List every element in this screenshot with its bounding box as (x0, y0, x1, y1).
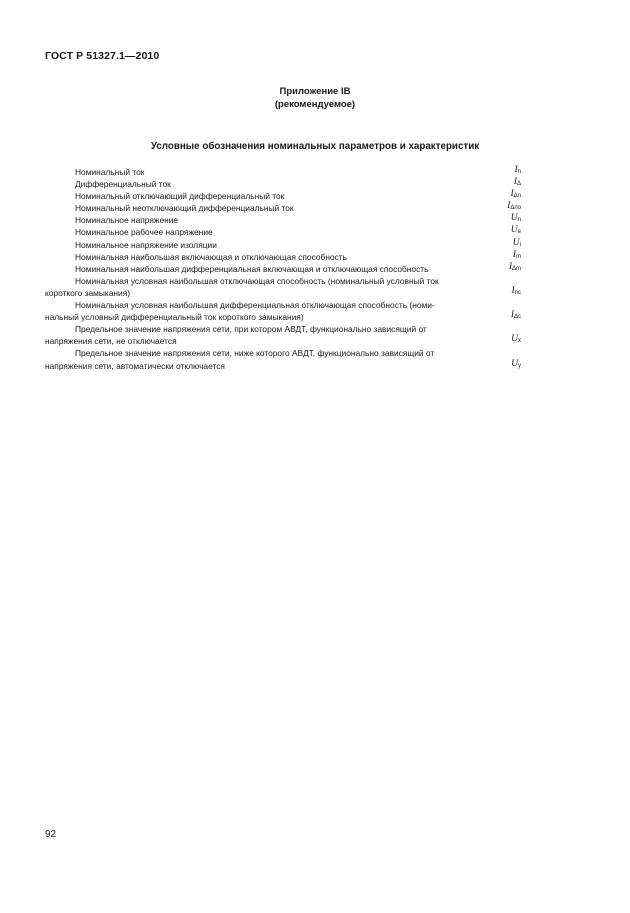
symbol-letter: U (512, 237, 520, 248)
designation-symbol (509, 261, 521, 275)
designation-row (45, 263, 529, 275)
designation-line-continued: короткого замыкания) (45, 287, 131, 298)
symbol-subscript: n (517, 217, 521, 224)
designation-text (45, 202, 493, 214)
designation-text (45, 166, 493, 178)
symbol-subscript: x (518, 338, 521, 345)
designation-line: Номинальная условная наибольшая дифференциальная отключающая способность (номи- (75, 300, 435, 311)
document-number: ГОСТ Р 51327.1—2010 (45, 50, 160, 62)
designation-symbol (511, 333, 521, 347)
appendix-heading (0, 85, 630, 111)
designation-line: Номинальная наибольшая дифференциальная включающая и отключающая способность (75, 263, 429, 274)
designation-line: Номинальная наибольшая включающая и отключающая способность (75, 251, 347, 262)
designation-row (45, 299, 529, 323)
designation-line: Номинальный неотключающий дифференциальный ток (75, 203, 294, 214)
symbol-subscript: Δn (513, 193, 521, 200)
designation-line-continued: напряжения сети, автоматически отключается (45, 360, 225, 371)
designation-text (45, 299, 493, 323)
symbol-subscript: e (517, 229, 521, 236)
designation-text (45, 263, 493, 275)
symbol-subscript: nc (514, 289, 521, 296)
designation-line: Номинальное напряжение изоляции (75, 239, 217, 250)
designation-line-continued: напряжения сети, не отключается (45, 336, 177, 347)
section-title: Условные обозначения номинальных параметров и характеристик (150, 141, 480, 152)
symbol-letter: I (512, 249, 516, 260)
designation-line: Номинальное напряжение (75, 215, 179, 226)
symbol-subscript: y (518, 362, 521, 369)
page-number: 92 (45, 829, 57, 840)
designation-text (45, 239, 493, 251)
symbol-subscript: Δm (511, 265, 521, 272)
designation-symbol (511, 358, 521, 372)
designation-symbol (511, 309, 521, 323)
designation-line: Номинальный ток (75, 167, 145, 177)
symbol-subscript: n (517, 169, 521, 175)
designation-row (45, 347, 529, 371)
symbol-letter: I (507, 201, 511, 212)
designation-row (45, 323, 529, 347)
designation-text (45, 251, 493, 263)
symbol-subscript: Δc (513, 314, 521, 321)
designation-text (45, 347, 493, 371)
designation-row (45, 178, 529, 190)
designation-row (45, 166, 529, 178)
designation-row (45, 214, 529, 226)
symbol-letter: I (508, 261, 512, 272)
designation-text (45, 214, 493, 226)
appendix-subtitle: (рекомендуемое) (274, 99, 356, 110)
designation-line: Номинальный отключающий дифференциальный ток (75, 191, 285, 202)
symbol-letter: I (511, 285, 515, 296)
designation-row (45, 202, 529, 214)
symbol-letter: U (511, 358, 518, 369)
symbol-letter: U (510, 213, 518, 224)
symbol-letter: I (510, 310, 514, 321)
symbol-letter: I (514, 165, 518, 175)
designation-line: Номинальное рабочее напряжение (75, 227, 213, 238)
designation-row (45, 239, 529, 251)
designations-list (45, 166, 529, 372)
designation-line-continued: нальный условный дифференциальный ток короткого замыкания) (45, 312, 304, 323)
appendix-title: Приложение IB (279, 86, 351, 97)
designation-text (45, 226, 493, 238)
designation-line: Дифференциальный ток (75, 179, 171, 190)
designation-row (45, 226, 529, 238)
symbol-letter: U (511, 334, 518, 345)
symbol-letter: U (510, 225, 518, 236)
symbol-letter: I (513, 177, 517, 188)
designation-line: Номинальная условная наибольшая отключающая способность (номинальный условный ток (75, 275, 439, 286)
symbol-subscript: Δno (510, 205, 521, 212)
designation-text (45, 275, 493, 299)
designation-symbol (511, 285, 521, 299)
symbol-subscript: m (516, 253, 521, 260)
symbol-letter: I (510, 189, 514, 200)
designation-row (45, 251, 529, 263)
designation-row (45, 190, 529, 202)
designation-text (45, 190, 493, 202)
designation-line: Предельное значение напряжения сети, при котором АВДТ, функционально зависящий от (75, 324, 427, 335)
designation-text (45, 178, 493, 190)
symbol-subscript: i (519, 241, 521, 248)
designation-row (45, 275, 529, 299)
designation-line: Предельное значение напряжения сети, ниже которого АВДТ, функционально зависящий от (75, 348, 435, 359)
symbol-subscript: Δ (516, 181, 521, 188)
designation-text (45, 323, 493, 347)
